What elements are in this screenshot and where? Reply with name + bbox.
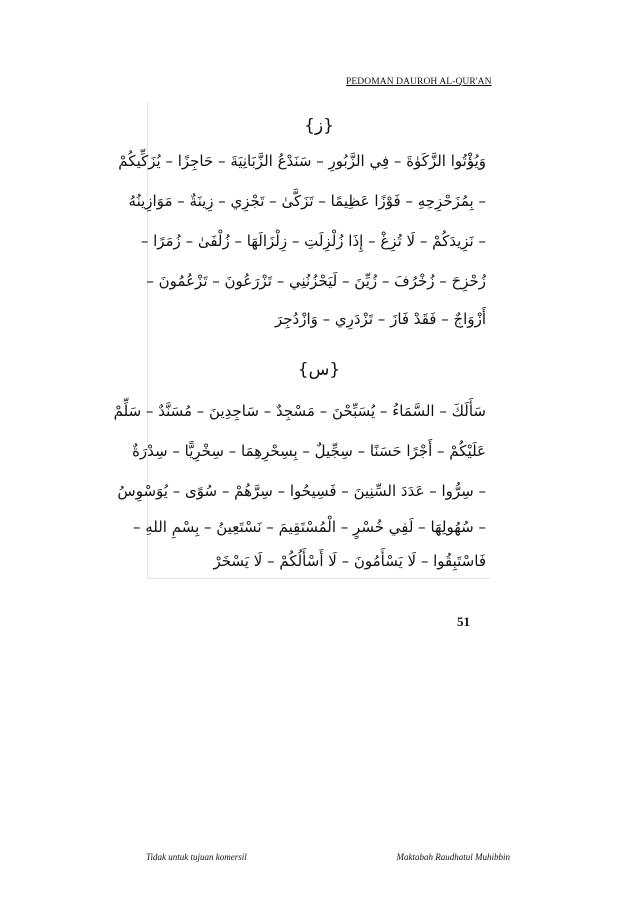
zay-line-1: وَيُؤْتُوا الزَّكَوٰةَ – فِي الزَّبُورِ – سَنَدْعُ الزَّبَانِيَةَ – حَاجِزًا – يُزَكِّيكُمْ: [118, 152, 486, 170]
sin-line-4: – سُهُولِهَا – لَفِي خُسْرٍ – الْمُسْتَقِيمَ – نَسْتَعِينُ – بِسْمِ اللهِ –: [132, 518, 486, 536]
zay-line-2: – بِمُزَحْزِحِهِ – فَوْزًا عَظِيمًا – تَزَكَّىٰ – تَجْزِي – زِينَةٌ – مَوَازِينُهُ: [128, 192, 486, 210]
section-heading-sin: {س}: [297, 360, 341, 380]
sin-line-2: عَلَيْكُمْ – أَجْرًا حَسَنًا – سِجِّيلٌ – بِسِحْرِهِمَا – سِخْرِيًّا – سِدْرَةٌ: [132, 442, 486, 460]
sin-line-1: سَأَلَكَ – السَّمَاءُ – يُسَبِّحْنَ – مَسْجِدٌ – سَاجِدِينَ – مُسَنَّدٌ – سَلِّمْ: [113, 402, 486, 420]
content-frame: [113, 102, 490, 579]
running-header: PEDOMAN DAUROH AL-QUR'AN: [346, 77, 492, 87]
zay-line-4: زُحْزِحَ – زُخْرُفَ – زُيِّنَ – لَيَحْزُنُنِي – تَزْرَعُونَ – تَزْعُمُونَ –: [146, 272, 486, 290]
section-heading-zay: {ز}: [304, 116, 334, 136]
zay-line-3: – نَزِيدَكُمْ – لَا تُزِغْ – إِذَا زُلْزِلَتِ – زِلْزَالَهَا – زُلْفَىٰ – زُمَرًا –: [140, 232, 486, 250]
sin-line-3: – سِرُّوا – عَدَدَ السِّنِينَ – فَسِيحُوا – سِرَّهُمْ – سُوًى – يُوَسْوِسُ: [117, 482, 486, 500]
sin-line-5: فَاسْتَبِقُوا – لَا يَسْأَمُونَ – لَا أَسْأَلُكُمْ – لَا يَسْخَرْ: [213, 552, 486, 570]
footer-disclaimer: Tidak untuk tujuan komersil: [146, 852, 247, 862]
page-number: 51: [457, 614, 470, 629]
footer-publisher: Maktabah Raudhatul Muhibbin: [396, 852, 510, 862]
zay-line-5: أَزْوَاجٌ – فَقَدْ فَازَ – تَزْدَرِي – وَازْدُجِرَ: [275, 310, 486, 328]
